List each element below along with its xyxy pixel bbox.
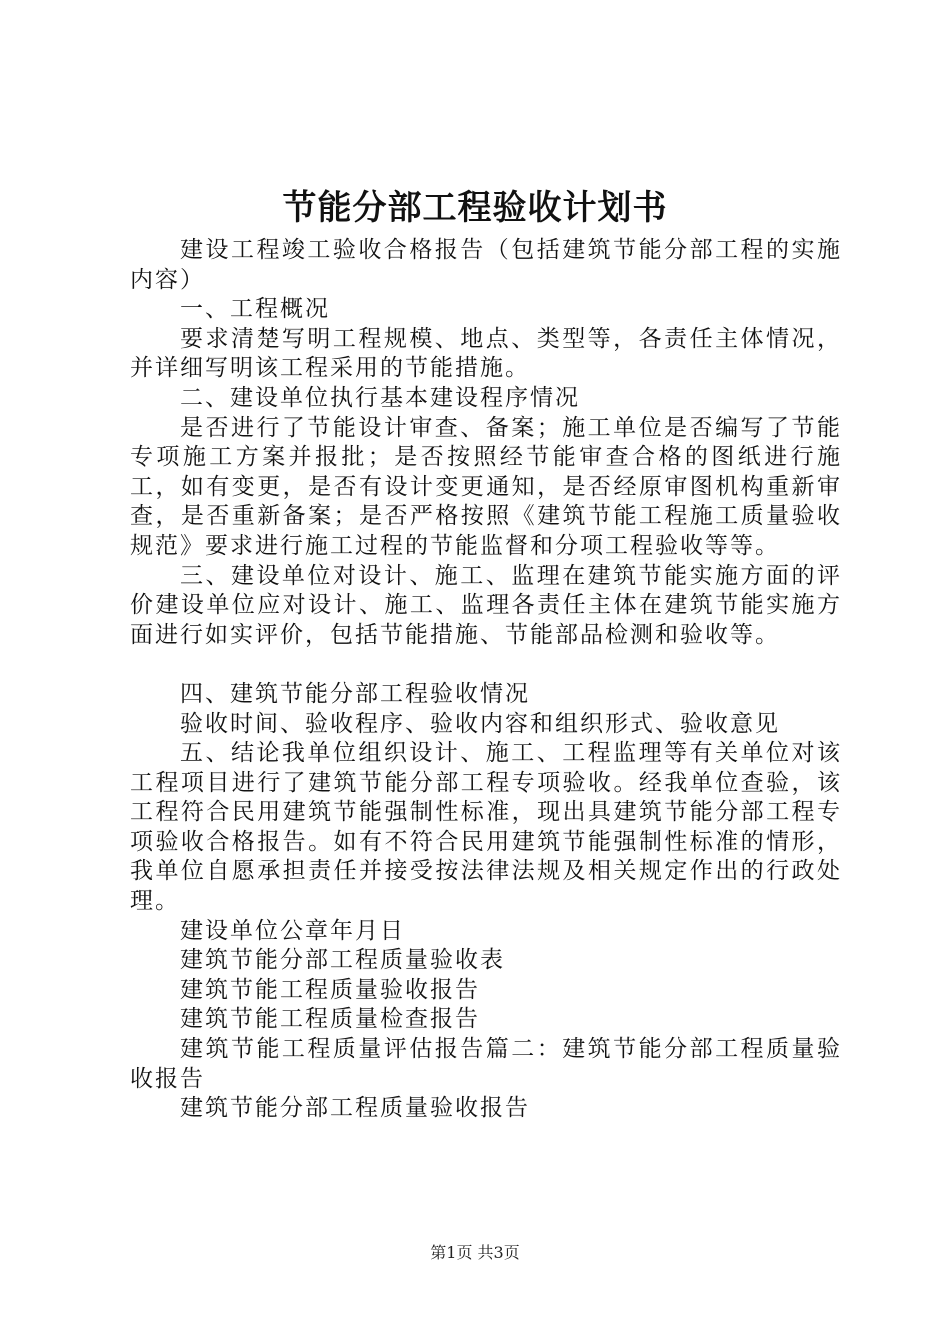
paragraph: 是否进行了节能设计审查、备案；施工单位是否编写了节能专项施工方案并报批；是否按照经节能审查合格的图纸进行施工，如有变更，是否有设计变更通知，是否经原审图机构重新审查，是否重新备案；是否严格按照《建筑节能工程施工质量验收规范》要求进行施工过程的节能监督和分项工程验收等等。 xyxy=(130,414,842,559)
document-body xyxy=(130,236,842,1124)
list-item: 建筑节能工程质量检查报告 xyxy=(180,1006,480,1033)
list-item: 建筑节能分部工程质量验收报告 xyxy=(180,1095,530,1122)
page-footer: 第1页 共3页 xyxy=(430,1243,520,1262)
document-title: 节能分部工程验收计划书 xyxy=(282,188,668,228)
signature-line: 建设单位公章年月日 xyxy=(180,917,405,944)
section-heading-acceptance: 四、建筑节能分部工程验收情况 xyxy=(180,680,530,707)
paragraph: 五、结论我单位组织设计、施工、工程监理等有关单位对该工程项目进行了建筑节能分部工程专项验收。经我单位查验，该工程符合民用建筑节能强制性标准，现出具建筑节能分部工程专项验收合格报告。如有不符合民用建筑节能强制性标准的情形，我单位自愿承担责任并接受按法律法规及相关规定作出的行政处理。 xyxy=(130,740,842,915)
list-item: 建筑节能工程质量验收报告 xyxy=(180,976,480,1003)
section-heading-overview: 一、工程概况 xyxy=(180,296,330,323)
list-item: 建筑节能分部工程质量验收表 xyxy=(180,947,505,974)
paragraph: 三、建设单位对设计、施工、监理在建筑节能实施方面的评价建设单位应对设计、施工、监理各责任主体在建筑节能实施方面进行如实评价，包括节能措施、节能部品检测和验收等。 xyxy=(130,562,842,648)
paragraph: 建设工程竣工验收合格报告（包括建筑节能分部工程的实施内容） xyxy=(130,237,842,293)
list-item: 建筑节能工程质量评估报告篇二：建筑节能分部工程质量验收报告 xyxy=(130,1036,842,1092)
paragraph: 验收时间、验收程序、验收内容和组织形式、验收意见 xyxy=(180,710,780,737)
section-heading-procedure: 二、建设单位执行基本建设程序情况 xyxy=(180,384,580,411)
blank-line xyxy=(130,650,842,680)
paragraph: 要求清楚写明工程规模、地点、类型等，各责任主体情况，并详细写明该工程采用的节能措施。 xyxy=(130,325,842,382)
